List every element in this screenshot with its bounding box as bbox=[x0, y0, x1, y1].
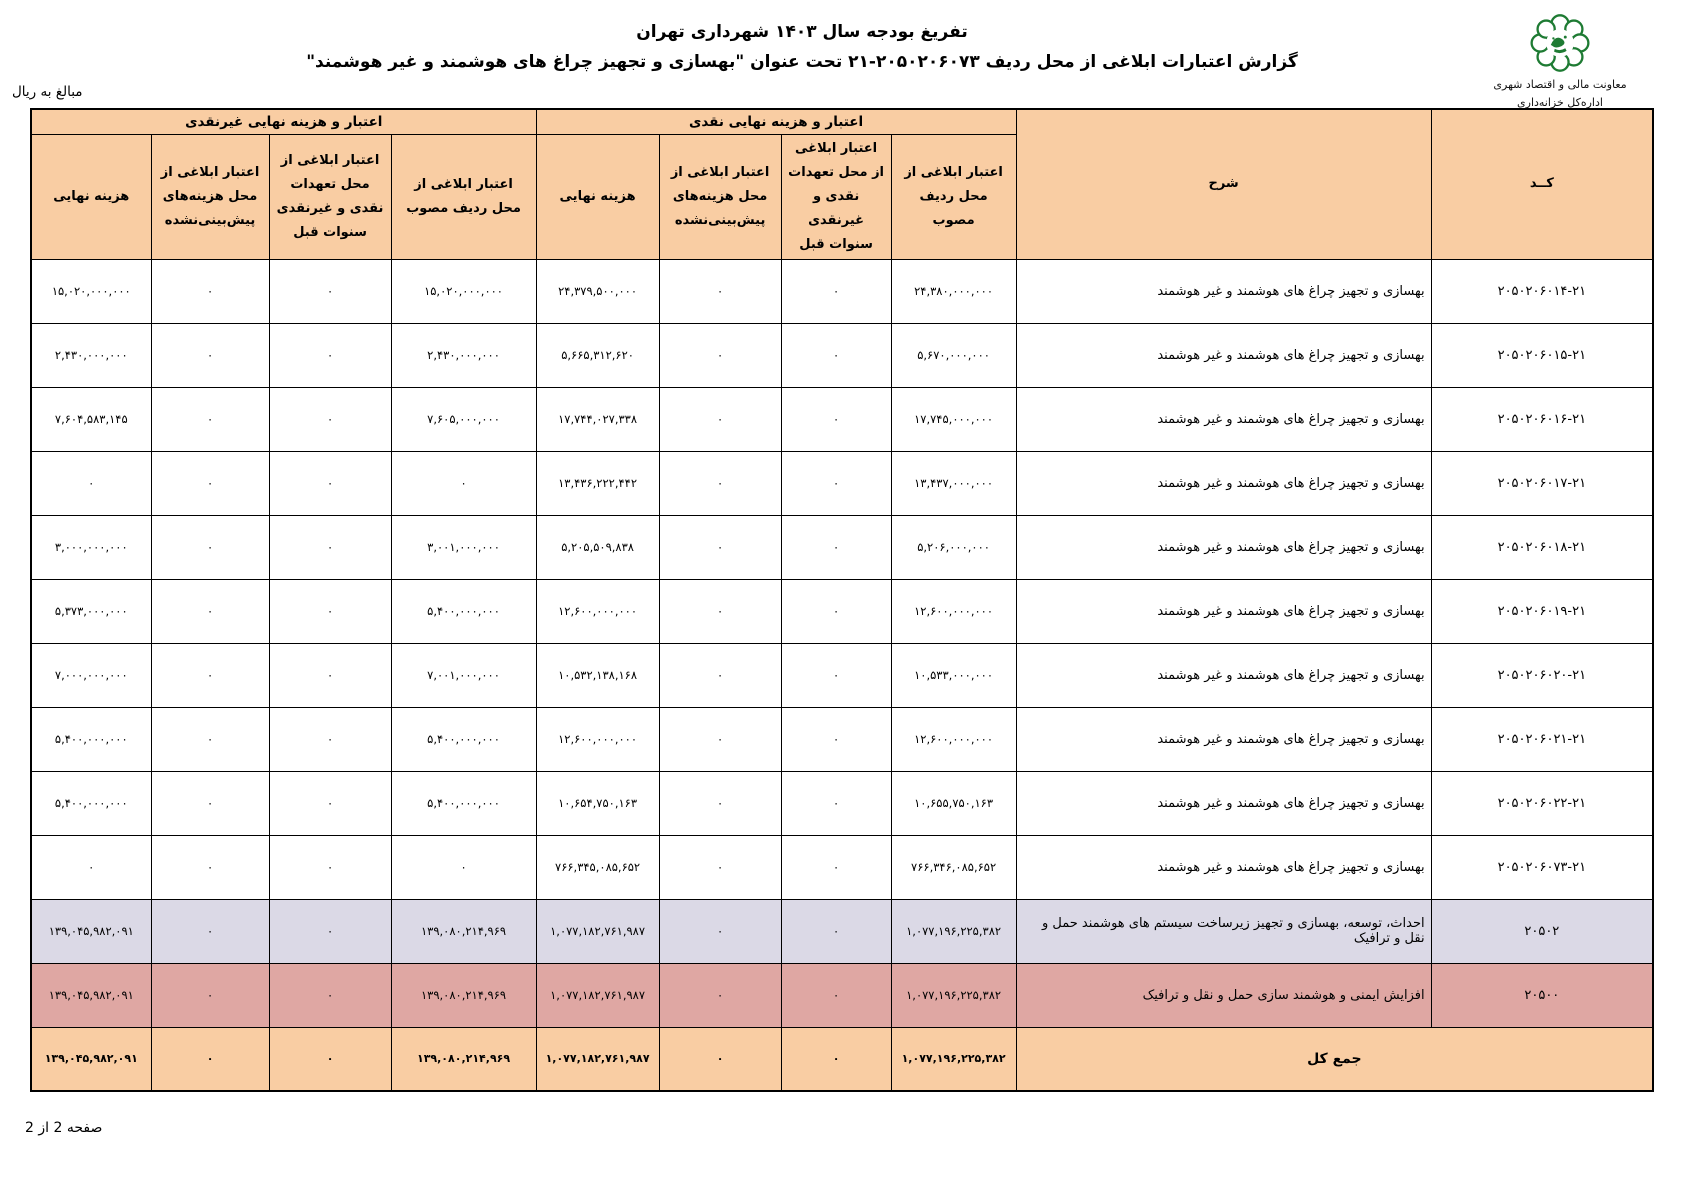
noncash-final-cell: ۵,۴۰۰,۰۰۰,۰۰۰ bbox=[31, 771, 151, 835]
description-cell: بهسازی و تجهیز چراغ های هوشمند و غیر هوشمند bbox=[1016, 387, 1431, 451]
cash-prior-cell: ۰ bbox=[781, 515, 891, 579]
noncash-approved-cell: ۱۳۹,۰۸۰,۲۱۴,۹۶۹ bbox=[391, 963, 536, 1027]
noncash-approved-cell: ۱۵,۰۲۰,۰۰۰,۰۰۰ bbox=[391, 259, 536, 323]
code-cell: ۲۰۵۰۲۰۶۰۲۲-۲۱ bbox=[1431, 771, 1653, 835]
noncash-prior-cell: ۰ bbox=[269, 963, 391, 1027]
cash-unforeseen-cell: ۰ bbox=[659, 323, 781, 387]
code-cell: ۲۰۵۰۲۰۶۰۱۹-۲۱ bbox=[1431, 579, 1653, 643]
total-cash-final-cell: ۱,۰۷۷,۱۸۲,۷۶۱,۹۸۷ bbox=[536, 1027, 659, 1091]
budget-table bbox=[30, 108, 1654, 1092]
table-row bbox=[31, 259, 1653, 323]
cash-group-header: اعتبار و هزینه نهایی نقدی bbox=[536, 109, 1016, 134]
cash-final-header: هزینه نهایی bbox=[536, 134, 659, 259]
noncash-approved-cell: ۳,۰۰۱,۰۰۰,۰۰۰ bbox=[391, 515, 536, 579]
noncash-prior-cell: ۰ bbox=[269, 323, 391, 387]
noncash-unforeseen-cell: ۰ bbox=[151, 771, 269, 835]
noncash-approved-cell: ۵,۴۰۰,۰۰۰,۰۰۰ bbox=[391, 771, 536, 835]
table-row bbox=[31, 835, 1653, 899]
noncash-final-cell: ۰ bbox=[31, 835, 151, 899]
noncash-final-cell: ۰ bbox=[31, 451, 151, 515]
noncash-final-cell: ۷,۰۰۰,۰۰۰,۰۰۰ bbox=[31, 643, 151, 707]
noncash-final-cell: ۷,۶۰۴,۵۸۳,۱۴۵ bbox=[31, 387, 151, 451]
cash-prior-cell: ۰ bbox=[781, 835, 891, 899]
description-cell: بهسازی و تجهیز چراغ های هوشمند و غیر هوشمند bbox=[1016, 323, 1431, 387]
noncash-final-cell: ۲,۴۳۰,۰۰۰,۰۰۰ bbox=[31, 323, 151, 387]
logo-caption-line2: اداره‌کل خزانه‌داری bbox=[1517, 95, 1603, 109]
code-cell: ۲۰۵۰۲۰۶۰۱۸-۲۱ bbox=[1431, 515, 1653, 579]
cash-approved-cell: ۱۲,۶۰۰,۰۰۰,۰۰۰ bbox=[891, 707, 1016, 771]
description-cell: بهسازی و تجهیز چراغ های هوشمند و غیر هوشمند bbox=[1016, 579, 1431, 643]
cash-unforeseen-cell: ۰ bbox=[659, 515, 781, 579]
cash-unforeseen-header: اعتبار ابلاغی از محل هزینه‌های پیش‌بینی‌نشده bbox=[659, 134, 781, 259]
cash-prior-cell: ۰ bbox=[781, 771, 891, 835]
noncash-unforeseen-cell: ۰ bbox=[151, 259, 269, 323]
table-row bbox=[31, 643, 1653, 707]
cash-approved-header: اعتبار ابلاغی از محل ردیف مصوب bbox=[891, 134, 1016, 259]
description-cell: بهسازی و تجهیز چراغ های هوشمند و غیر هوشمند bbox=[1016, 515, 1431, 579]
cash-prior-cell: ۰ bbox=[781, 451, 891, 515]
noncash-unforeseen-cell: ۰ bbox=[151, 579, 269, 643]
cash-final-cell: ۱۲,۶۰۰,۰۰۰,۰۰۰ bbox=[536, 707, 659, 771]
cash-final-cell: ۱۳,۴۳۶,۲۲۲,۴۴۲ bbox=[536, 451, 659, 515]
total-cash-unforeseen-cell: ۰ bbox=[659, 1027, 781, 1091]
cash-final-cell: ۱۲,۶۰۰,۰۰۰,۰۰۰ bbox=[536, 579, 659, 643]
code-cell: ۲۰۵۰۲۰۶۰۲۰-۲۱ bbox=[1431, 643, 1653, 707]
tehran-municipality-logo bbox=[1520, 12, 1600, 74]
noncash-approved-cell: ۵,۴۰۰,۰۰۰,۰۰۰ bbox=[391, 579, 536, 643]
code-cell: ۲۰۵۰۲ bbox=[1431, 899, 1653, 963]
cash-unforeseen-cell: ۰ bbox=[659, 259, 781, 323]
noncash-approved-cell: ۷,۶۰۵,۰۰۰,۰۰۰ bbox=[391, 387, 536, 451]
noncash-unforeseen-cell: ۰ bbox=[151, 643, 269, 707]
cash-approved-cell: ۱۲,۶۰۰,۰۰۰,۰۰۰ bbox=[891, 579, 1016, 643]
code-cell: ۲۰۵۰۲۰۶۰۱۴-۲۱ bbox=[1431, 259, 1653, 323]
cash-prior-cell: ۰ bbox=[781, 323, 891, 387]
currency-note: مبالغ به ریال bbox=[12, 84, 83, 100]
description-cell: بهسازی و تجهیز چراغ های هوشمند و غیر هوشمند bbox=[1016, 259, 1431, 323]
noncash-approved-cell: ۲,۴۳۰,۰۰۰,۰۰۰ bbox=[391, 323, 536, 387]
noncash-final-cell: ۳,۰۰۰,۰۰۰,۰۰۰ bbox=[31, 515, 151, 579]
cash-unforeseen-cell: ۰ bbox=[659, 643, 781, 707]
noncash-unforeseen-cell: ۰ bbox=[151, 451, 269, 515]
code-cell: ۲۰۵۰۲۰۶۰۷۳-۲۱ bbox=[1431, 835, 1653, 899]
logo-block bbox=[1465, 12, 1655, 111]
cash-final-cell: ۷۶۶,۳۴۵,۰۸۵,۶۵۲ bbox=[536, 835, 659, 899]
table-row bbox=[31, 515, 1653, 579]
code-cell: ۲۰۵۰۲۰۶۰۱۵-۲۱ bbox=[1431, 323, 1653, 387]
total-cash-approved-cell: ۱,۰۷۷,۱۹۶,۲۲۵,۳۸۲ bbox=[891, 1027, 1016, 1091]
table-row bbox=[31, 451, 1653, 515]
cash-unforeseen-cell: ۰ bbox=[659, 771, 781, 835]
cash-prior-cell: ۰ bbox=[781, 259, 891, 323]
noncash-prior-cell: ۰ bbox=[269, 579, 391, 643]
total-cash-prior-cell: ۰ bbox=[781, 1027, 891, 1091]
cash-approved-cell: ۱,۰۷۷,۱۹۶,۲۲۵,۳۸۲ bbox=[891, 899, 1016, 963]
noncash-prior-cell: ۰ bbox=[269, 835, 391, 899]
cash-prior-cell: ۰ bbox=[781, 899, 891, 963]
cash-unforeseen-cell: ۰ bbox=[659, 835, 781, 899]
code-cell: ۲۰۵۰۰ bbox=[1431, 963, 1653, 1027]
cash-approved-cell: ۱,۰۷۷,۱۹۶,۲۲۵,۳۸۲ bbox=[891, 963, 1016, 1027]
cash-unforeseen-cell: ۰ bbox=[659, 899, 781, 963]
cash-approved-cell: ۷۶۶,۳۴۶,۰۸۵,۶۵۲ bbox=[891, 835, 1016, 899]
description-cell: بهسازی و تجهیز چراغ های هوشمند و غیر هوشمند bbox=[1016, 835, 1431, 899]
cash-approved-cell: ۱۳,۴۳۷,۰۰۰,۰۰۰ bbox=[891, 451, 1016, 515]
noncash-prior-cell: ۰ bbox=[269, 259, 391, 323]
cash-final-cell: ۵,۲۰۵,۵۰۹,۸۳۸ bbox=[536, 515, 659, 579]
noncash-prior-cell: ۰ bbox=[269, 899, 391, 963]
noncash-prior-cell: ۰ bbox=[269, 643, 391, 707]
noncash-unforeseen-cell: ۰ bbox=[151, 963, 269, 1027]
noncash-approved-cell: ۱۳۹,۰۸۰,۲۱۴,۹۶۹ bbox=[391, 899, 536, 963]
cash-final-cell: ۱,۰۷۷,۱۸۲,۷۶۱,۹۸۷ bbox=[536, 899, 659, 963]
code-cell: ۲۰۵۰۲۰۶۰۱۷-۲۱ bbox=[1431, 451, 1653, 515]
cash-unforeseen-cell: ۰ bbox=[659, 707, 781, 771]
noncash-final-cell: ۱۵,۰۲۰,۰۰۰,۰۰۰ bbox=[31, 259, 151, 323]
total-row bbox=[31, 1027, 1653, 1091]
report-title-line2: گزارش اعتبارات ابلاغی از محل ردیف ۲۰۵۰۲۰۶۰۷۳-۲۱ تحت عنوان "بهسازی و تجهیز چراغ های هوشمند و غیر هوشمند" bbox=[306, 52, 1298, 72]
code-cell: ۲۰۵۰۲۰۶۰۱۶-۲۱ bbox=[1431, 387, 1653, 451]
cash-prior-cell: ۰ bbox=[781, 707, 891, 771]
description-cell: احداث، توسعه، بهسازی و تجهیز زیرساخت سیستم های هوشمند حمل و نقل و ترافیک bbox=[1016, 899, 1431, 963]
cash-final-cell: ۲۴,۳۷۹,۵۰۰,۰۰۰ bbox=[536, 259, 659, 323]
cash-final-cell: ۵,۶۶۵,۳۱۲,۶۲۰ bbox=[536, 323, 659, 387]
total-noncash-approved-cell: ۱۳۹,۰۸۰,۲۱۴,۹۶۹ bbox=[391, 1027, 536, 1091]
cash-unforeseen-cell: ۰ bbox=[659, 451, 781, 515]
noncash-unforeseen-cell: ۰ bbox=[151, 515, 269, 579]
page-number: صفحه 2 از 2 bbox=[25, 1120, 103, 1136]
noncash-final-cell: ۱۳۹,۰۴۵,۹۸۲,۰۹۱ bbox=[31, 899, 151, 963]
noncash-unforeseen-cell: ۰ bbox=[151, 323, 269, 387]
cash-final-cell: ۱۰,۶۵۴,۷۵۰,۱۶۳ bbox=[536, 771, 659, 835]
noncash-prior-header: اعتبار ابلاغی از محل تعهدات نقدی و غیرنقدی سنوات قبل bbox=[269, 134, 391, 259]
noncash-group-header: اعتبار و هزینه نهایی غیرنقدی bbox=[31, 109, 536, 134]
cash-prior-cell: ۰ bbox=[781, 963, 891, 1027]
noncash-approved-cell: ۰ bbox=[391, 451, 536, 515]
noncash-approved-cell: ۰ bbox=[391, 835, 536, 899]
cash-unforeseen-cell: ۰ bbox=[659, 963, 781, 1027]
noncash-prior-cell: ۰ bbox=[269, 387, 391, 451]
noncash-unforeseen-cell: ۰ bbox=[151, 387, 269, 451]
cash-unforeseen-cell: ۰ bbox=[659, 579, 781, 643]
cash-approved-cell: ۱۰,۵۳۳,۰۰۰,۰۰۰ bbox=[891, 643, 1016, 707]
total-noncash-unforeseen-cell: ۰ bbox=[151, 1027, 269, 1091]
noncash-unforeseen-header: اعتبار ابلاغی از محل هزینه‌های پیش‌بینی‌نشده bbox=[151, 134, 269, 259]
table-header bbox=[31, 109, 1653, 259]
noncash-approved-cell: ۵,۴۰۰,۰۰۰,۰۰۰ bbox=[391, 707, 536, 771]
noncash-unforeseen-cell: ۰ bbox=[151, 899, 269, 963]
cash-final-cell: ۱,۰۷۷,۱۸۲,۷۶۱,۹۸۷ bbox=[536, 963, 659, 1027]
noncash-final-cell: ۵,۴۰۰,۰۰۰,۰۰۰ bbox=[31, 707, 151, 771]
noncash-prior-cell: ۰ bbox=[269, 707, 391, 771]
table-row bbox=[31, 579, 1653, 643]
noncash-final-cell: ۵,۳۷۳,۰۰۰,۰۰۰ bbox=[31, 579, 151, 643]
table-row bbox=[31, 707, 1653, 771]
noncash-prior-cell: ۰ bbox=[269, 515, 391, 579]
noncash-approved-header: اعتبار ابلاغی از محل ردیف مصوب bbox=[391, 134, 536, 259]
cash-approved-cell: ۱۷,۷۴۵,۰۰۰,۰۰۰ bbox=[891, 387, 1016, 451]
group-header-row bbox=[31, 109, 1653, 134]
logo-caption-line1: معاونت مالی و اقتصاد شهری bbox=[1493, 78, 1627, 91]
description-column-header: شرح bbox=[1016, 109, 1431, 259]
table-row bbox=[31, 899, 1653, 963]
table-row bbox=[31, 771, 1653, 835]
total-noncash-final-cell: ۱۳۹,۰۴۵,۹۸۲,۰۹۱ bbox=[31, 1027, 151, 1091]
description-cell: بهسازی و تجهیز چراغ های هوشمند و غیر هوشمند bbox=[1016, 707, 1431, 771]
report-titles bbox=[0, 22, 1604, 72]
cash-approved-cell: ۵,۲۰۶,۰۰۰,۰۰۰ bbox=[891, 515, 1016, 579]
description-cell: بهسازی و تجهیز چراغ های هوشمند و غیر هوشمند bbox=[1016, 643, 1431, 707]
cash-unforeseen-cell: ۰ bbox=[659, 387, 781, 451]
cash-final-cell: ۱۷,۷۴۴,۰۲۷,۳۳۸ bbox=[536, 387, 659, 451]
cash-approved-cell: ۱۰,۶۵۵,۷۵۰,۱۶۳ bbox=[891, 771, 1016, 835]
description-cell: افزایش ایمنی و هوشمند سازی حمل و نقل و ترافیک bbox=[1016, 963, 1431, 1027]
cash-approved-cell: ۲۴,۳۸۰,۰۰۰,۰۰۰ bbox=[891, 259, 1016, 323]
total-noncash-prior-cell: ۰ bbox=[269, 1027, 391, 1091]
cash-final-cell: ۱۰,۵۳۲,۱۳۸,۱۶۸ bbox=[536, 643, 659, 707]
noncash-final-header: هزینه نهایی bbox=[31, 134, 151, 259]
table-body bbox=[31, 259, 1653, 1091]
cash-prior-cell: ۰ bbox=[781, 387, 891, 451]
cash-prior-cell: ۰ bbox=[781, 579, 891, 643]
noncash-prior-cell: ۰ bbox=[269, 771, 391, 835]
code-column-header: کــد bbox=[1431, 109, 1653, 259]
code-cell: ۲۰۵۰۲۰۶۰۲۱-۲۱ bbox=[1431, 707, 1653, 771]
total-label-cell: جمع کل bbox=[1016, 1027, 1653, 1091]
noncash-unforeseen-cell: ۰ bbox=[151, 707, 269, 771]
noncash-prior-cell: ۰ bbox=[269, 451, 391, 515]
noncash-unforeseen-cell: ۰ bbox=[151, 835, 269, 899]
noncash-approved-cell: ۷,۰۰۱,۰۰۰,۰۰۰ bbox=[391, 643, 536, 707]
table-row bbox=[31, 387, 1653, 451]
report-title-line1: تفریغ بودجه سال ۱۴۰۳ شهرداری تهران bbox=[636, 22, 968, 42]
cash-approved-cell: ۵,۶۷۰,۰۰۰,۰۰۰ bbox=[891, 323, 1016, 387]
noncash-final-cell: ۱۳۹,۰۴۵,۹۸۲,۰۹۱ bbox=[31, 963, 151, 1027]
table-row bbox=[31, 963, 1653, 1027]
cash-prior-header: اعتبار ابلاغی از محل تعهدات نقدی و غیرنقدی سنوات قبل bbox=[781, 134, 891, 259]
description-cell: بهسازی و تجهیز چراغ های هوشمند و غیر هوشمند bbox=[1016, 771, 1431, 835]
description-cell: بهسازی و تجهیز چراغ های هوشمند و غیر هوشمند bbox=[1016, 451, 1431, 515]
table-row bbox=[31, 323, 1653, 387]
cash-prior-cell: ۰ bbox=[781, 643, 891, 707]
